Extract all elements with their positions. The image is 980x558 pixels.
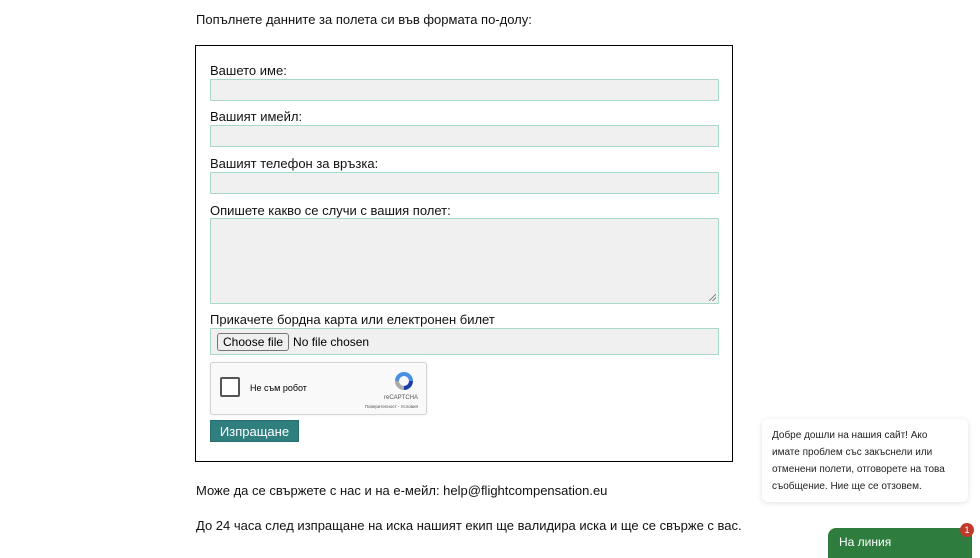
recaptcha-brand: reCAPTCHA	[383, 395, 418, 401]
flight-claim-form	[195, 45, 733, 462]
resize-grip-icon[interactable]	[709, 294, 716, 301]
email-input[interactable]	[210, 125, 719, 147]
attachment-label: Прикачете бордна карта или електронен билет	[210, 312, 495, 327]
recaptcha-label: Не съм робот	[250, 383, 307, 393]
email-label: Вашият имейл:	[210, 109, 303, 124]
chat-online-tab[interactable]	[828, 528, 972, 558]
chat-tab-label: На линия	[839, 535, 892, 549]
name-input[interactable]	[210, 79, 719, 101]
intro-text: Попълнете данните за полета си във формата по-долу:	[196, 12, 532, 27]
phone-input[interactable]	[210, 172, 719, 194]
recaptcha-widget	[210, 362, 427, 415]
file-status-text: No file chosen	[293, 334, 370, 349]
recaptcha-logo-icon	[392, 369, 416, 393]
chat-unread-badge: 1	[960, 523, 974, 537]
submit-button[interactable]: Изпращане	[210, 420, 299, 442]
file-upload-field[interactable]	[210, 328, 719, 355]
name-label: Вашето име:	[210, 63, 287, 78]
description-label: Опишете какво се случи с вашия полет:	[210, 203, 451, 218]
phone-label: Вашият телефон за връзка:	[210, 156, 379, 171]
chat-welcome-bubble[interactable]	[762, 419, 968, 502]
description-textarea[interactable]	[210, 218, 719, 304]
recaptcha-checkbox[interactable]	[220, 377, 240, 397]
followup-text: До 24 часа след изпращане на иска нашият екип ще валидира иска и ще се свърже с вас.	[196, 518, 742, 533]
contact-text: Може да се свържете с нас и на е-мейл: help@flightcompensation.eu	[196, 483, 608, 498]
chat-message: Добре дошли на нашия сайт! Ако имате проблем със закъснели или отменени полети, отговорете на това съобщение. Ние ще се отзовем.	[772, 430, 945, 492]
recaptcha-links[interactable]: Поверителност - Условия	[364, 404, 418, 409]
choose-file-button[interactable]: Choose file	[217, 333, 289, 351]
